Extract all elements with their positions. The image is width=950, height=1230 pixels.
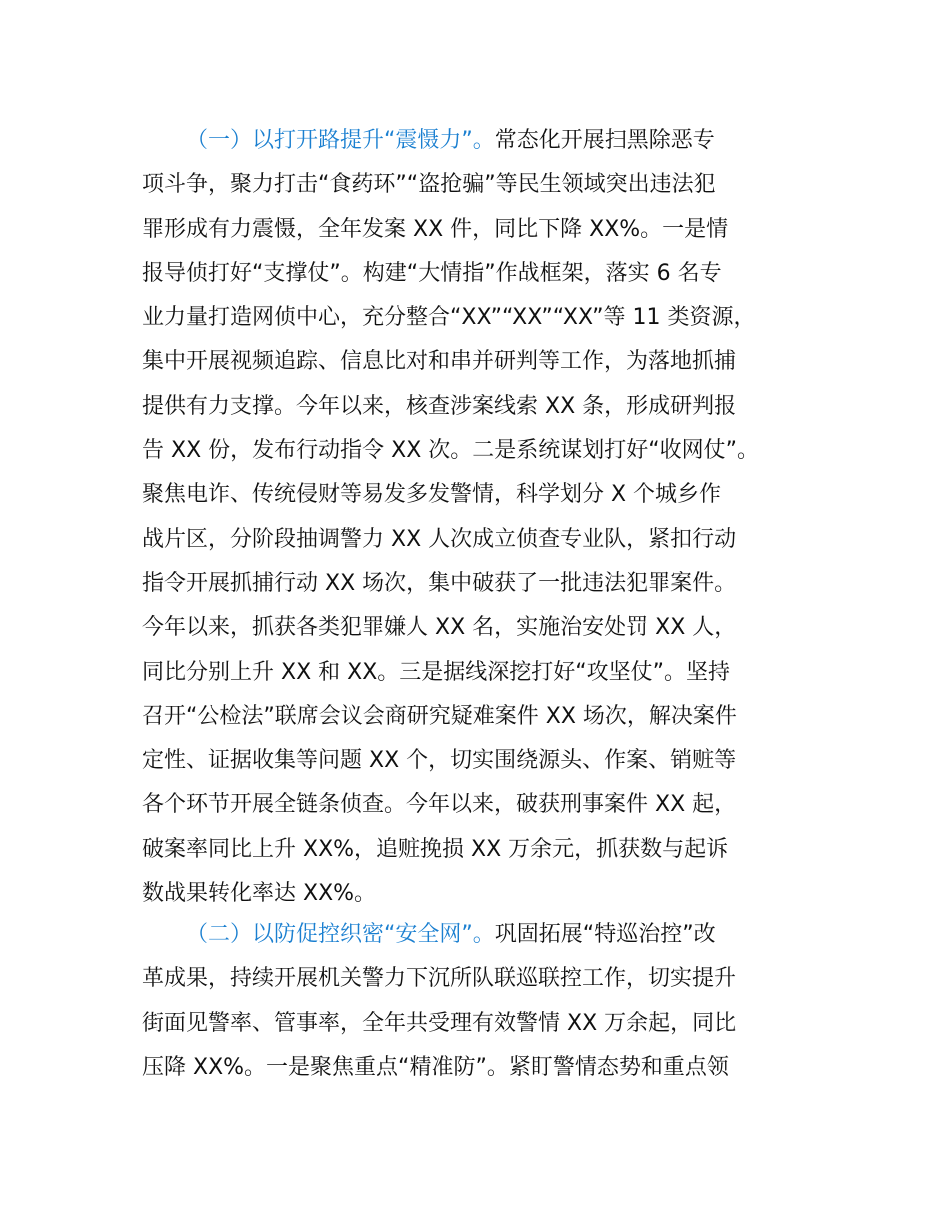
text-line: 战片区，分阶段抽调警力 XX 人次成立侦查专业队，紧扣行动 <box>142 526 737 552</box>
section-heading: （二）以防促控织密“安全网”。 <box>186 922 495 947</box>
text-line: 报导侦打好“支撑仗”。构建“大情指”作战框架，落实 6 名专 <box>142 260 722 286</box>
text-line: 罪形成有力震慑，全年发案 XX 件，同比下降 XX%。一是情 <box>142 216 729 242</box>
text-line: 业力量打造网侦中心，充分整合“XX”“XX”“XX”等 11 类资源， <box>142 305 756 331</box>
section-heading: （一）以打开路提升“震慑力”。 <box>186 128 495 153</box>
text-line: 聚焦电诈、传统侵财等易发多发警情，科学划分 X 个城乡作 <box>142 482 722 508</box>
text-line: 提供有力支撑。今年以来，核查涉案线索 XX 条，形成研判报 <box>142 393 737 419</box>
text-line: 今年以来，抓获各类犯罪嫌人 XX 名，实施治安处罚 XX 人， <box>142 615 737 641</box>
body-text: 常态化开展扫黑除恶专 <box>494 128 715 153</box>
text-line: 同比分别上升 XX 和 XX。三是据线深挖打好“攻坚仗”。坚持 <box>142 659 731 685</box>
text-line: 各个环节开展全链条侦查。今年以来，破获刑事案件 XX 起， <box>142 792 737 818</box>
paragraph-section-1 <box>142 119 832 916</box>
paragraph-first-line <box>142 913 832 957</box>
text-line: 街面见警率、管事率，全年共受理有效警情 XX 万余起，同比 <box>142 1010 737 1036</box>
text-line: 数战果转化率达 XX%。 <box>142 881 377 907</box>
text-line: 项斗争，聚力打击“食药环”“盗抢骗”等民生领域突出违法犯 <box>142 172 716 198</box>
text-line: 破案率同比上升 XX%，追赃挽损 XX 万余元，抓获数与起诉 <box>142 836 729 862</box>
text-line: 革成果，持续开展机关警力下沉所队联巡联控工作，切实提升 <box>142 966 737 992</box>
text-line: 告 XX 份，发布行动指令 XX 次。二是系统谋划打好“收网仗”。 <box>142 438 760 464</box>
paragraph-section-2 <box>142 913 832 1090</box>
text-line: 召开“公检法”联席会议会商研究疑难案件 XX 场次，解决案件 <box>142 703 737 729</box>
body-text: 巩固拓展“特巡治控”改 <box>494 922 716 947</box>
text-line: 指令开展抓捕行动 XX 场次，集中破获了一批违法犯罪案件。 <box>142 570 737 596</box>
paragraph-first-line <box>142 119 832 163</box>
text-line: 定性、证据收集等问题 XX 个，切实围绕源头、作案、销赃等 <box>142 748 737 774</box>
text-line: 压降 XX%。一是聚焦重点“精准防”。紧盯警情态势和重点领 <box>142 1054 729 1080</box>
text-line: 集中开展视频追踪、信息比对和串并研判等工作，为落地抓捕 <box>142 349 737 375</box>
